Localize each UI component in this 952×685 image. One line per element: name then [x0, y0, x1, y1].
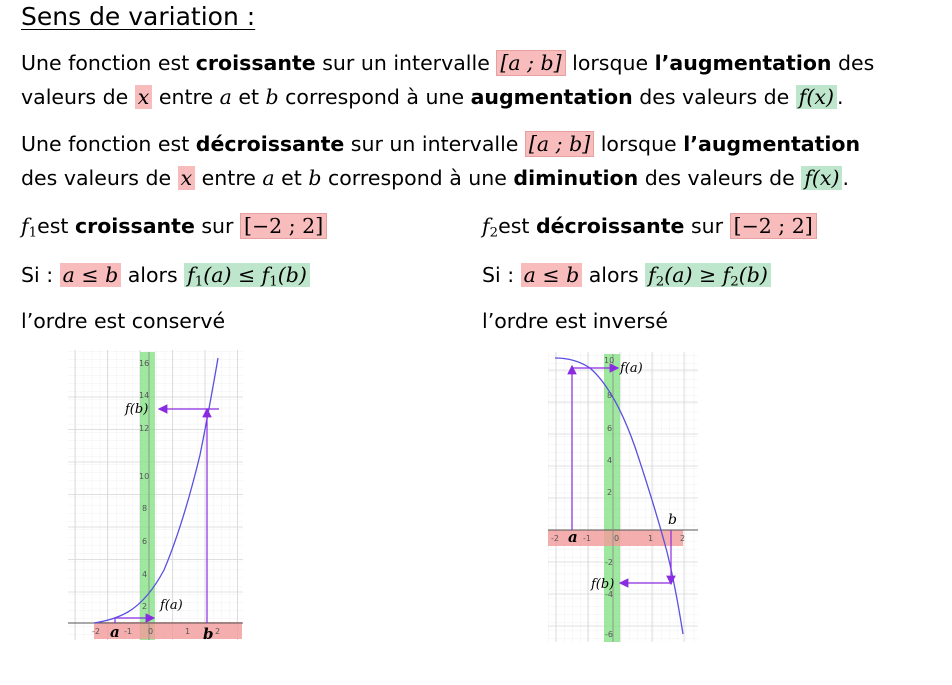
text: des valeurs de — [21, 166, 178, 190]
text: lorsque — [594, 132, 684, 156]
text: des — [831, 51, 875, 75]
tick: 8 — [142, 504, 148, 513]
label-b: b — [203, 625, 214, 643]
text: f — [648, 263, 656, 287]
left-statement — [21, 211, 327, 248]
label-a: a — [110, 623, 120, 641]
definition-croissante-line1 — [21, 47, 874, 80]
label-fb: f(b) — [591, 577, 615, 592]
func-index: 1 — [28, 225, 38, 241]
interval-ab: [a ; b] — [496, 50, 565, 76]
graph-decroissante — [545, 352, 700, 644]
func-index: 2 — [489, 225, 499, 241]
text: Une fonction est — [21, 51, 196, 75]
left-condition — [21, 260, 310, 297]
text: sur un intervalle — [315, 51, 497, 75]
definition-croissante-line2 — [21, 81, 843, 114]
tick: 4 — [607, 456, 613, 465]
func-name: f — [482, 214, 490, 238]
page-title: Sens de variation : — [21, 2, 256, 31]
text: et — [274, 166, 309, 190]
definition-decroissante-line2 — [21, 162, 849, 195]
right-statement — [482, 211, 817, 248]
text: des valeurs de — [632, 85, 796, 109]
result-inequality — [645, 263, 771, 290]
tick: 4 — [142, 570, 148, 579]
text: entre — [195, 166, 263, 190]
keyword-decroissante: décroissante — [535, 214, 685, 238]
tick: -2 — [605, 558, 613, 567]
text: (b) — [738, 263, 768, 287]
text: . — [842, 166, 849, 190]
result-inequality — [184, 263, 310, 290]
expr-fx: f(x) — [796, 85, 837, 109]
tick: -2 — [92, 627, 100, 636]
text: alors — [121, 263, 185, 287]
label-b: b — [668, 512, 677, 528]
tick: 6 — [142, 537, 148, 546]
expr-fx: f(x) — [801, 166, 842, 190]
text: sur — [194, 214, 240, 238]
text: Si : — [21, 263, 60, 287]
text: Si : — [482, 263, 521, 287]
label-a: a — [568, 528, 578, 546]
keyword-decroissante: décroissante — [195, 132, 345, 156]
var-a: a — [219, 85, 232, 109]
text: entre — [152, 85, 220, 109]
var-x: x — [135, 85, 153, 109]
tick: 1 — [648, 534, 654, 543]
left-order: l’ordre est conservé — [21, 309, 226, 333]
tick: 6 — [607, 424, 613, 433]
text: alors — [582, 263, 646, 287]
tick: 0 — [148, 627, 154, 636]
tick: -2 — [551, 534, 559, 543]
tick: 14 — [139, 391, 150, 400]
text: valeurs de — [21, 85, 135, 109]
text: correspond à une — [278, 85, 471, 109]
text: est — [37, 214, 75, 238]
text: est — [498, 214, 536, 238]
subscript: 2 — [655, 274, 665, 290]
text: Une fonction est — [21, 132, 196, 156]
subscript: 2 — [730, 274, 739, 290]
var-x: x — [178, 166, 196, 190]
keyword-augmentation: l’augmentation — [683, 132, 861, 156]
var-b: b — [308, 166, 322, 190]
text: . — [836, 85, 844, 109]
tick: -6 — [605, 630, 613, 639]
keyword-croissante: croissante — [195, 51, 316, 75]
var-a: a — [262, 166, 275, 190]
right-condition — [482, 260, 771, 297]
keyword-augmentation: l’augmentation — [654, 51, 832, 75]
tick: 2 — [607, 488, 613, 497]
func-name: f — [21, 214, 29, 238]
condition-a-le-b: a ≤ b — [521, 263, 583, 287]
text: (a) ≤ f — [203, 263, 270, 287]
text: sur — [684, 214, 730, 238]
tick: 10 — [604, 356, 615, 365]
tick: 12 — [139, 424, 150, 433]
tick: 8 — [607, 391, 613, 400]
text: correspond à une — [321, 166, 514, 190]
text: lorsque — [565, 51, 655, 75]
interval-ab: [a ; b] — [525, 131, 594, 157]
condition-a-le-b: a ≤ b — [60, 263, 122, 287]
label-fa: f(a) — [620, 361, 643, 376]
tick: -1 — [583, 534, 591, 543]
tick: 1 — [185, 627, 191, 636]
tick: 2 — [215, 627, 221, 636]
keyword-croissante: croissante — [74, 214, 195, 238]
tick: -1 — [124, 627, 132, 636]
tick: 2 — [142, 602, 148, 611]
subscript: 1 — [269, 274, 278, 290]
text: et — [231, 85, 266, 109]
right-order: l’ordre est inversé — [482, 309, 668, 333]
tick: 0 — [614, 534, 620, 543]
text: (b) — [277, 263, 307, 287]
interval-m2-2: [−2 ; 2] — [730, 213, 817, 239]
grid — [68, 350, 243, 640]
interval-m2-2: [−2 ; 2] — [240, 213, 327, 239]
tick: -4 — [605, 590, 613, 599]
text: sur un intervalle — [344, 132, 525, 156]
var-b: b — [265, 85, 279, 109]
tick: 2 — [680, 534, 686, 543]
label-fa: f(a) — [160, 598, 183, 613]
text: des valeurs de — [638, 166, 802, 190]
text: f — [187, 263, 195, 287]
keyword-augmentation: augmentation — [470, 85, 633, 109]
text: (a) ≥ f — [664, 263, 731, 287]
tick: 16 — [139, 359, 150, 368]
definition-decroissante-line1 — [21, 128, 860, 161]
tick: 10 — [139, 472, 150, 481]
grid — [548, 352, 698, 642]
graph-croissante — [68, 350, 248, 645]
subscript: 1 — [194, 274, 204, 290]
label-fb: f(b) — [125, 402, 149, 417]
keyword-diminution: diminution — [513, 166, 639, 190]
